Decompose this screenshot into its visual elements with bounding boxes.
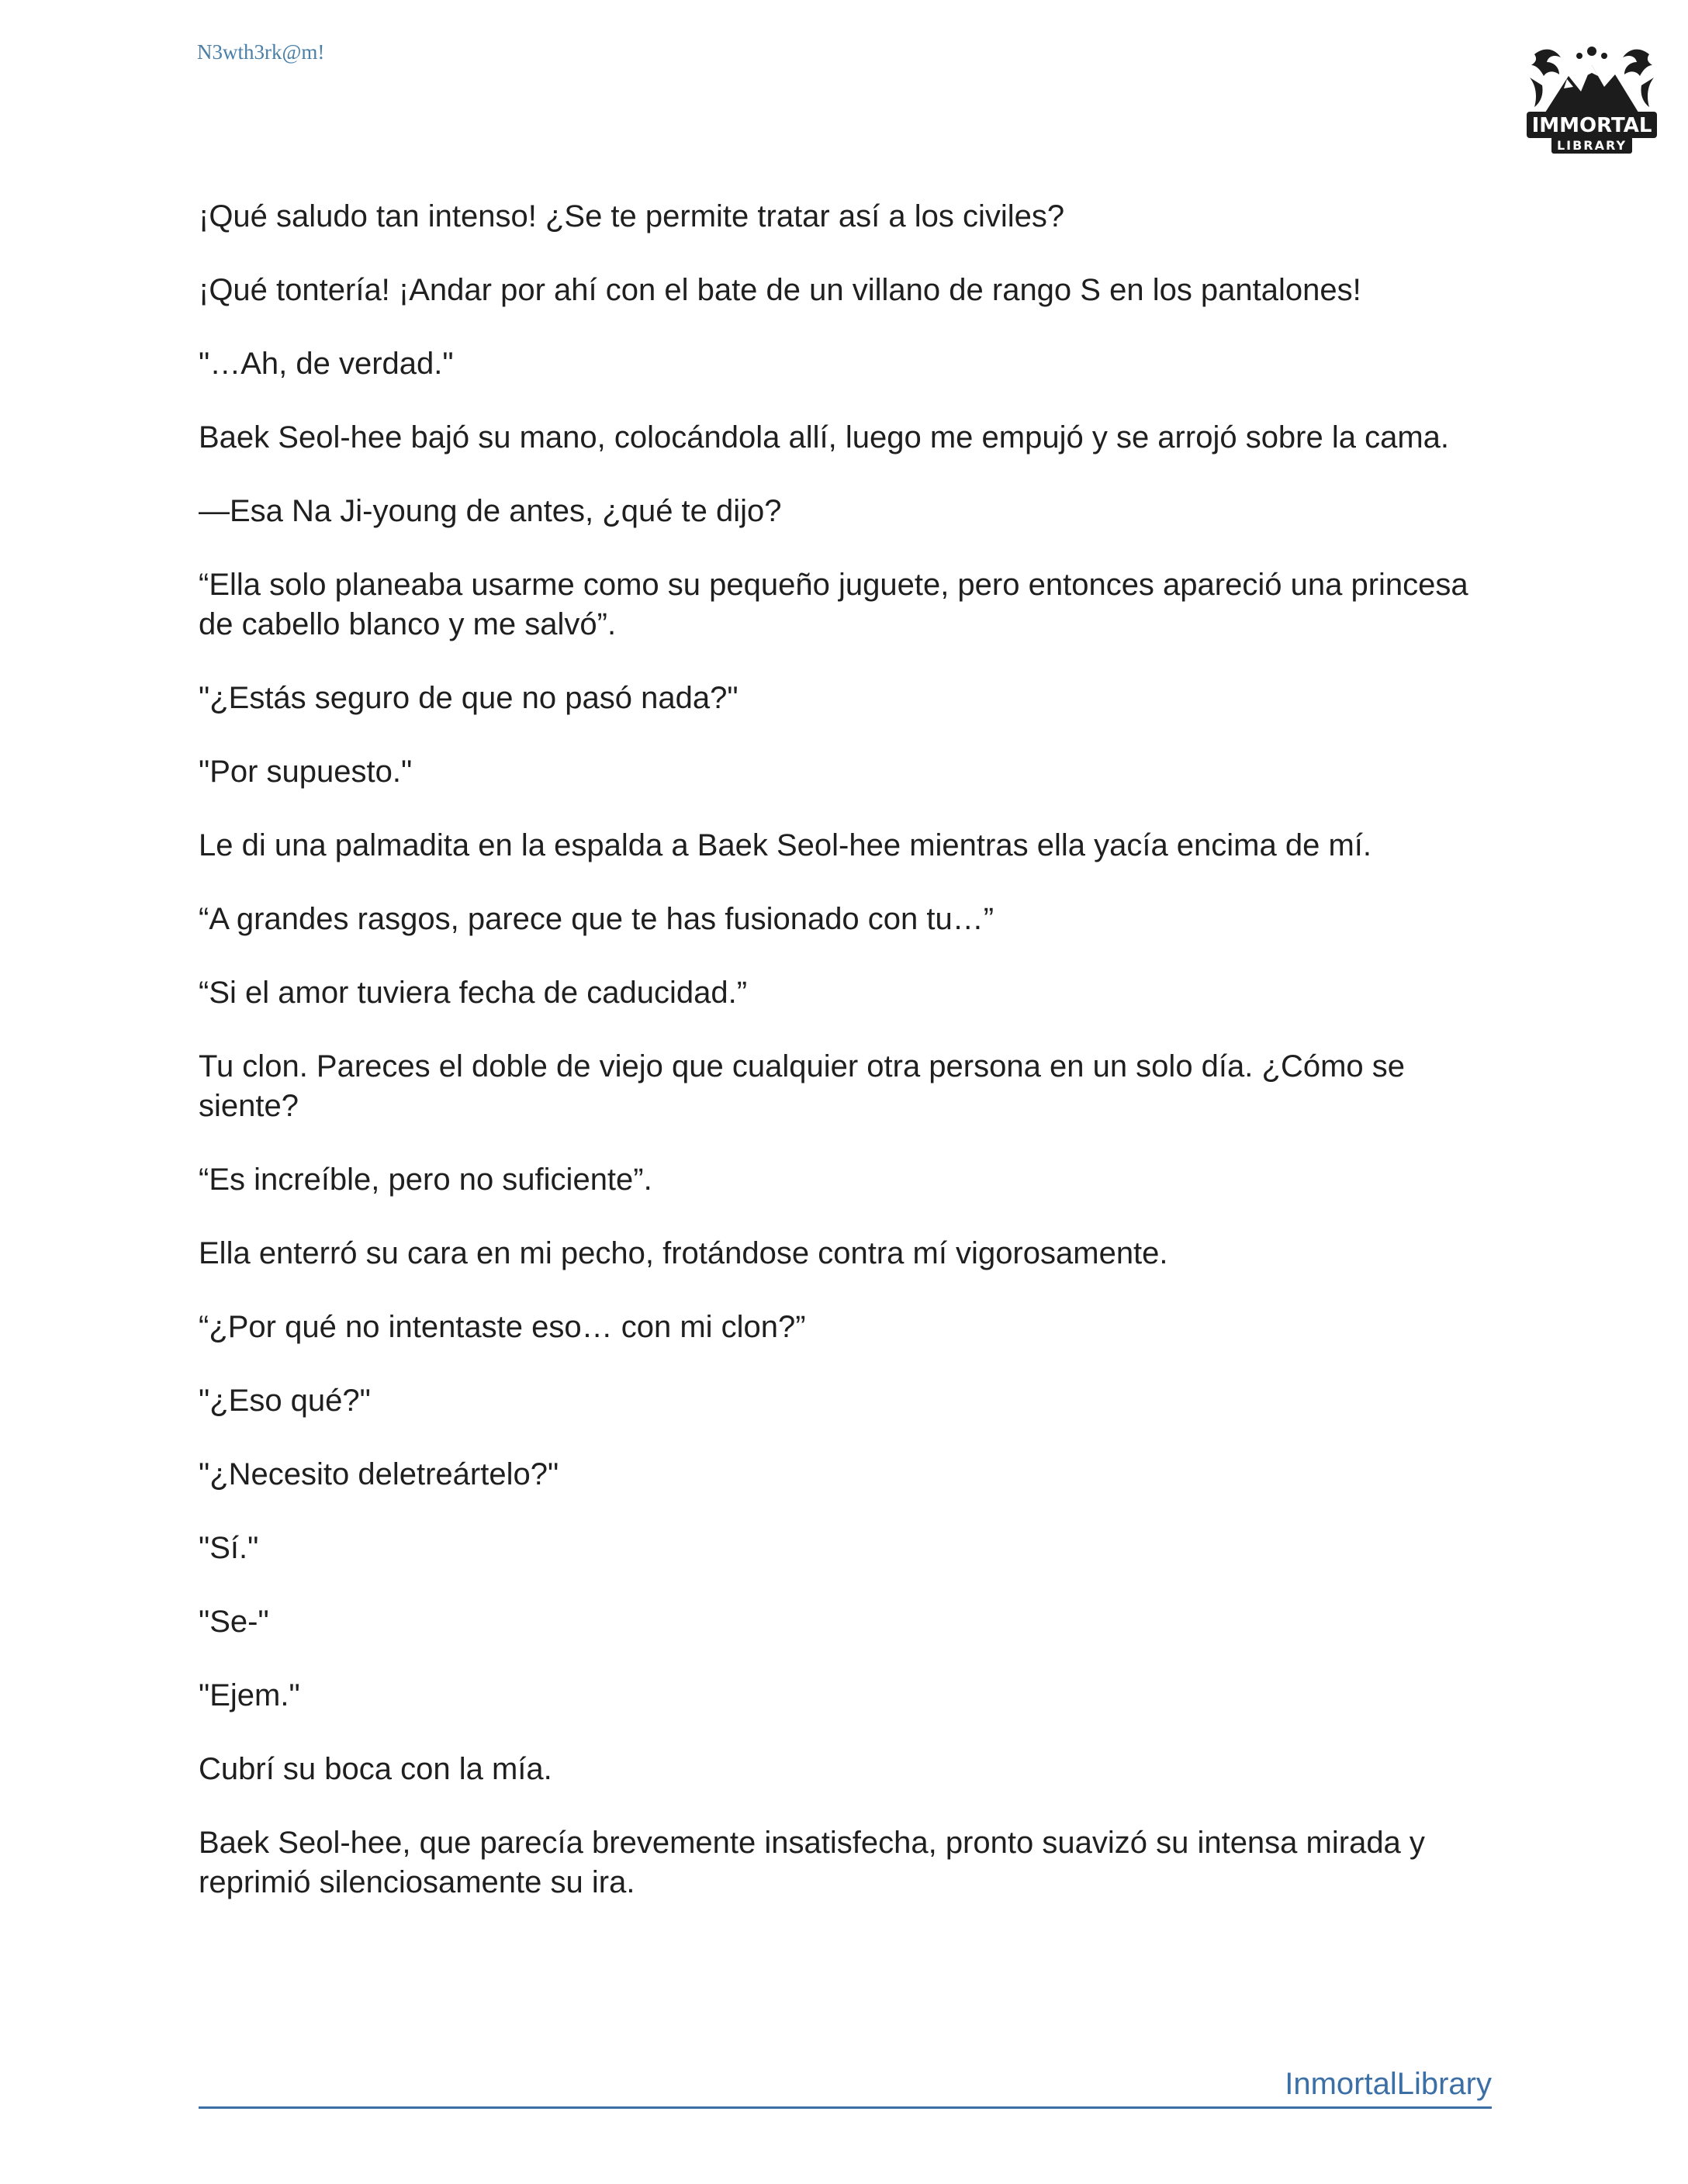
paragraph: "¿Eso qué?" xyxy=(199,1384,371,1418)
paragraph: Le di una palmadita en la espalda a Baek Seol-hee mientras ella yacía encima de mí. xyxy=(199,828,1372,862)
paragraph: "…Ah, de verdad." xyxy=(199,347,454,381)
paragraph: "¿Estás seguro de que no pasó nada?" xyxy=(199,681,738,715)
paragraph: “¿Por qué no intentaste eso… con mi clon?” xyxy=(199,1310,806,1344)
paragraph: “Es increíble, pero no suficiente”. xyxy=(199,1163,652,1197)
dragon-emblem-icon xyxy=(1530,47,1654,115)
paragraph: "Sí." xyxy=(199,1531,259,1565)
footer-rule xyxy=(199,2065,1492,2109)
logo-line1: IMMORTAL xyxy=(1531,114,1652,137)
paragraph: Cubrí su boca con la mía. xyxy=(199,1752,552,1786)
document-body xyxy=(199,197,1502,1937)
logo-line2: LIBRARY xyxy=(1556,138,1627,153)
paragraph: "Por supuesto." xyxy=(199,755,413,789)
paragraph: "Ejem." xyxy=(199,1678,300,1712)
logo-banner xyxy=(1527,112,1657,154)
paragraph: “A grandes rasgos, parece que te has fusionado con tu…” xyxy=(199,902,994,936)
paragraph: "Se-" xyxy=(199,1605,269,1639)
paragraph: “Ella solo planeaba usarme como su pequeño juguete, pero entonces apareció una princesa de cabello blanco y me salvó”. xyxy=(199,568,1468,641)
paragraph: “Si el amor tuviera fecha de caducidad.” xyxy=(199,976,748,1010)
paragraph: ¡Qué tontería! ¡Andar por ahí con el bate de un villano de rango S en los pantalones! xyxy=(199,273,1361,307)
paragraph: Baek Seol-hee, que parecía brevemente insatisfecha, pronto suavizó su intensa mirada y reprimió silenciosamente su ira. xyxy=(199,1826,1425,1899)
paragraph: Ella enterró su cara en mi pecho, frotándose contra mí vigorosamente. xyxy=(199,1236,1168,1270)
immortal-library-logo xyxy=(1520,31,1663,163)
watermark-text: N3wth3rk@m! xyxy=(197,40,325,64)
paragraph: ¡Qué saludo tan intenso! ¿Se te permite tratar así a los civiles? xyxy=(199,199,1065,233)
paragraph: Baek Seol-hee bajó su mano, colocándola allí, luego me empujó y se arrojó sobre la cama. xyxy=(199,420,1450,454)
paragraph: Tu clon. Pareces el doble de viejo que cualquier otra persona en un solo día. ¿Cómo se siente? xyxy=(199,1049,1405,1123)
paragraph: "¿Necesito deletreártelo?" xyxy=(199,1457,559,1491)
footer-link-inmortallibrary[interactable]: InmortalLibrary xyxy=(1285,2067,1492,2101)
paragraph: —Esa Na Ji-young de antes, ¿qué te dijo? xyxy=(199,494,782,528)
